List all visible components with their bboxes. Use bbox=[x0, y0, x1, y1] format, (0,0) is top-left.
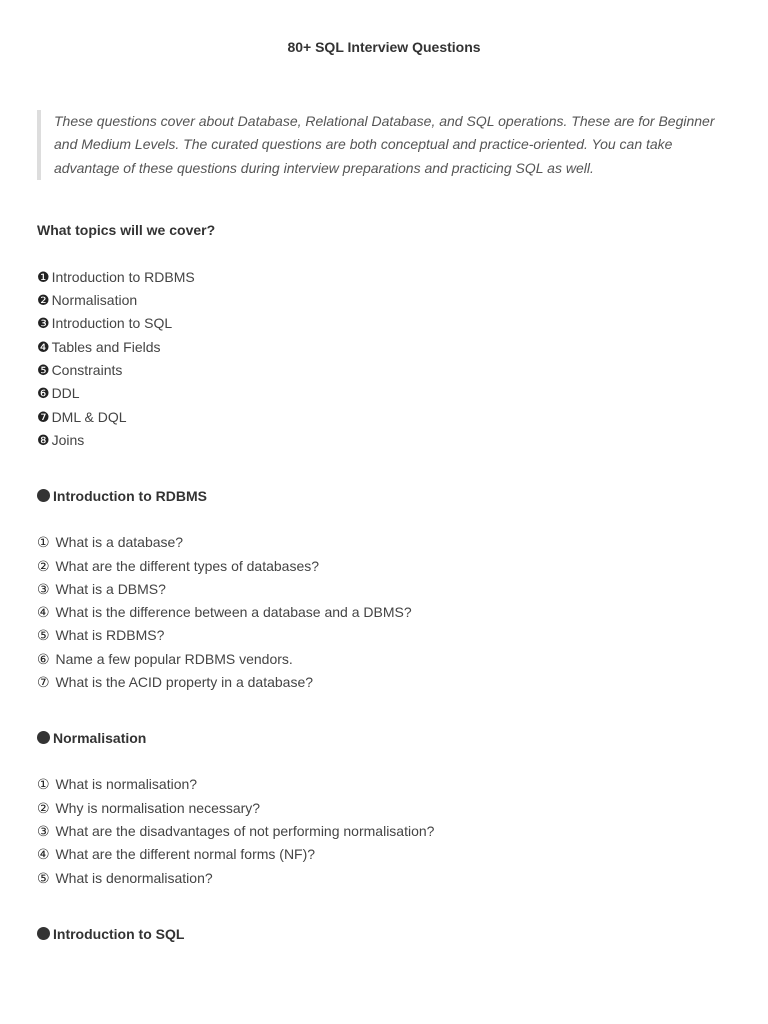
topic-number-marker: ❶ bbox=[37, 268, 50, 285]
topics-heading: What topics will we cover? bbox=[37, 221, 216, 238]
question-item bbox=[37, 601, 731, 624]
topic-item bbox=[37, 359, 731, 382]
question-text: What is a DBMS? bbox=[55, 580, 166, 597]
topic-label: Joins bbox=[51, 431, 85, 448]
section-introduction-to-sql bbox=[37, 923, 731, 946]
question-number-marker: ④ bbox=[37, 846, 50, 863]
question-number-marker: ① bbox=[37, 776, 50, 793]
question-item bbox=[37, 671, 731, 694]
topic-number-marker: ❸ bbox=[37, 315, 50, 332]
question-item bbox=[37, 820, 731, 843]
question-text: Name a few popular RDBMS vendors. bbox=[55, 650, 293, 667]
section-heading-text: Introduction to SQL bbox=[53, 925, 185, 942]
question-item bbox=[37, 773, 731, 796]
topic-item bbox=[37, 266, 731, 289]
question-list bbox=[37, 531, 731, 694]
question-item bbox=[37, 648, 731, 671]
question-number-marker: ⑥ bbox=[37, 650, 50, 667]
question-text: What is denormalisation? bbox=[55, 869, 213, 886]
question-text: What is normalisation? bbox=[55, 776, 198, 793]
topic-number-marker: ❺ bbox=[37, 362, 50, 379]
topic-item bbox=[37, 429, 731, 452]
question-text: What are the disadvantages of not performing normalisation? bbox=[55, 822, 435, 839]
question-number-marker: ② bbox=[37, 799, 50, 816]
topics-list bbox=[37, 266, 731, 452]
topic-label: Normalisation bbox=[51, 292, 138, 309]
topic-number-marker: ❼ bbox=[37, 408, 50, 425]
topic-label: Tables and Fields bbox=[51, 338, 161, 355]
section-heading-text: Normalisation bbox=[53, 730, 147, 747]
topic-label: Introduction to RDBMS bbox=[51, 268, 195, 285]
section-introduction-to-rdbms bbox=[37, 485, 731, 694]
filled-circle-bullet-icon bbox=[37, 927, 50, 940]
topic-item bbox=[37, 289, 731, 312]
question-item bbox=[37, 843, 731, 866]
section-heading-text: Introduction to RDBMS bbox=[53, 488, 207, 505]
topic-item bbox=[37, 336, 731, 359]
question-text: What is the ACID property in a database? bbox=[55, 674, 314, 691]
question-item bbox=[37, 578, 731, 601]
question-item bbox=[37, 867, 731, 890]
question-text: What is RDBMS? bbox=[55, 627, 165, 644]
question-text: What is the difference between a database and a DBMS? bbox=[55, 604, 412, 621]
question-text: Why is normalisation necessary? bbox=[55, 799, 261, 816]
question-number-marker: ⑤ bbox=[37, 627, 50, 644]
filled-circle-bullet-icon bbox=[37, 489, 50, 502]
question-number-marker: ⑤ bbox=[37, 869, 50, 886]
topic-label: Introduction to SQL bbox=[51, 315, 173, 332]
topic-item bbox=[37, 406, 731, 429]
question-number-marker: ② bbox=[37, 557, 50, 574]
question-item bbox=[37, 797, 731, 820]
topic-number-marker: ❹ bbox=[37, 338, 50, 355]
question-item bbox=[37, 624, 731, 647]
topic-label: Constraints bbox=[51, 362, 123, 379]
question-number-marker: ③ bbox=[37, 822, 50, 839]
question-text: What are the different types of databases? bbox=[55, 557, 320, 574]
section-heading bbox=[37, 727, 731, 750]
topic-item bbox=[37, 382, 731, 405]
section-heading bbox=[37, 485, 731, 508]
topic-number-marker: ❽ bbox=[37, 431, 50, 448]
filled-circle-bullet-icon bbox=[37, 731, 50, 744]
page-title: 80+ SQL Interview Questions bbox=[287, 39, 481, 55]
intro-blockquote: These questions cover about Database, Relational Database, and SQL operations. These are for Beginner and Medium Levels. The curated questions are both conceptual and practice-oriented. You can take advantage of these questions during interview preparations and practicing SQL as well. bbox=[37, 110, 731, 180]
question-number-marker: ① bbox=[37, 534, 50, 551]
topic-number-marker: ❷ bbox=[37, 292, 50, 309]
section-heading bbox=[37, 923, 731, 946]
question-text: What are the different normal forms (NF)? bbox=[55, 846, 316, 863]
topic-label: DML & DQL bbox=[51, 408, 127, 425]
question-item bbox=[37, 555, 731, 578]
question-item bbox=[37, 531, 731, 554]
topic-label: DDL bbox=[51, 385, 80, 402]
section-normalisation bbox=[37, 727, 731, 889]
question-list bbox=[37, 773, 731, 889]
question-number-marker: ③ bbox=[37, 580, 50, 597]
topic-item bbox=[37, 312, 731, 335]
question-number-marker: ⑦ bbox=[37, 674, 50, 691]
question-text: What is a database? bbox=[55, 534, 184, 551]
question-number-marker: ④ bbox=[37, 604, 50, 621]
topic-number-marker: ❻ bbox=[37, 385, 50, 402]
